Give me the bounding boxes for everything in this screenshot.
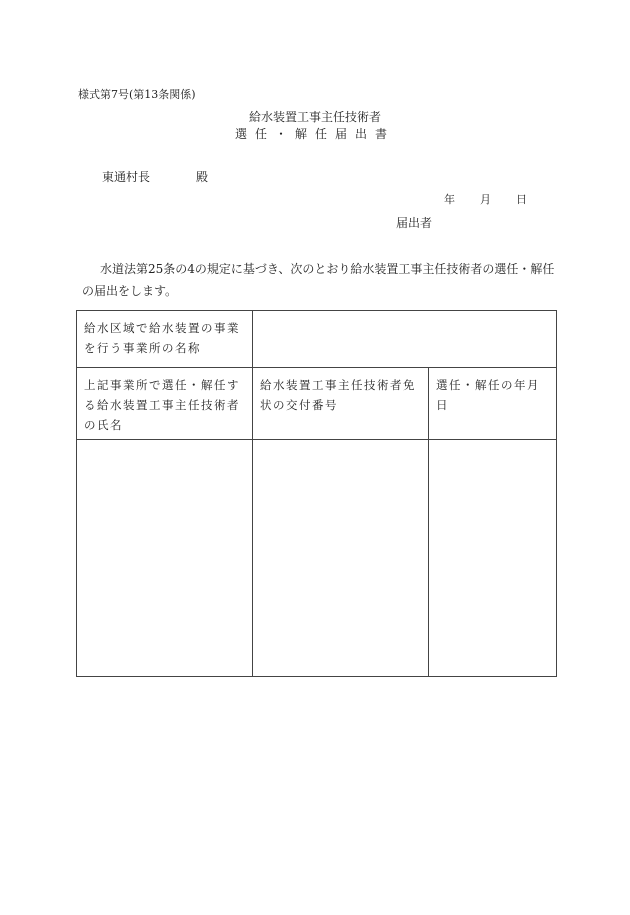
license-number-field[interactable]	[253, 440, 429, 677]
appointment-date-label: 選任・解任の年月日	[429, 368, 557, 440]
office-name-label: 給水区域で給水装置の事業を行う事業所の名称	[77, 311, 253, 368]
table-row	[77, 440, 557, 677]
applicant-label: 届出者	[396, 216, 433, 230]
appointment-date-field[interactable]	[429, 440, 557, 677]
engineer-name-field[interactable]	[77, 440, 253, 677]
date-day-label: 日	[516, 193, 527, 206]
document-title-line1: 給水装置工事主任技術者	[248, 110, 381, 124]
engineer-name-label: 上記事業所で選任・解任する給水装置工事主任技術者の氏名	[77, 368, 253, 440]
table-row	[77, 368, 557, 440]
date-month-label: 月	[480, 193, 491, 206]
statement-text: 水道法第25条の4の規定に基づき、次のとおり給水装置工事主任技術者の選任・解任の届出をします。	[82, 262, 555, 298]
license-number-label: 給水装置工事主任技術者免状の交付番号	[253, 368, 429, 440]
table-row	[77, 311, 557, 368]
addressee: 東通村長	[102, 170, 151, 184]
honorific: 殿	[196, 170, 209, 184]
form-number: 様式第7号(第13条関係)	[78, 88, 196, 101]
notification-table	[76, 310, 557, 677]
document-title-line2: 選任・解任届出書	[234, 127, 395, 141]
office-name-field[interactable]	[253, 311, 557, 368]
date-year-label: 年	[444, 193, 455, 206]
